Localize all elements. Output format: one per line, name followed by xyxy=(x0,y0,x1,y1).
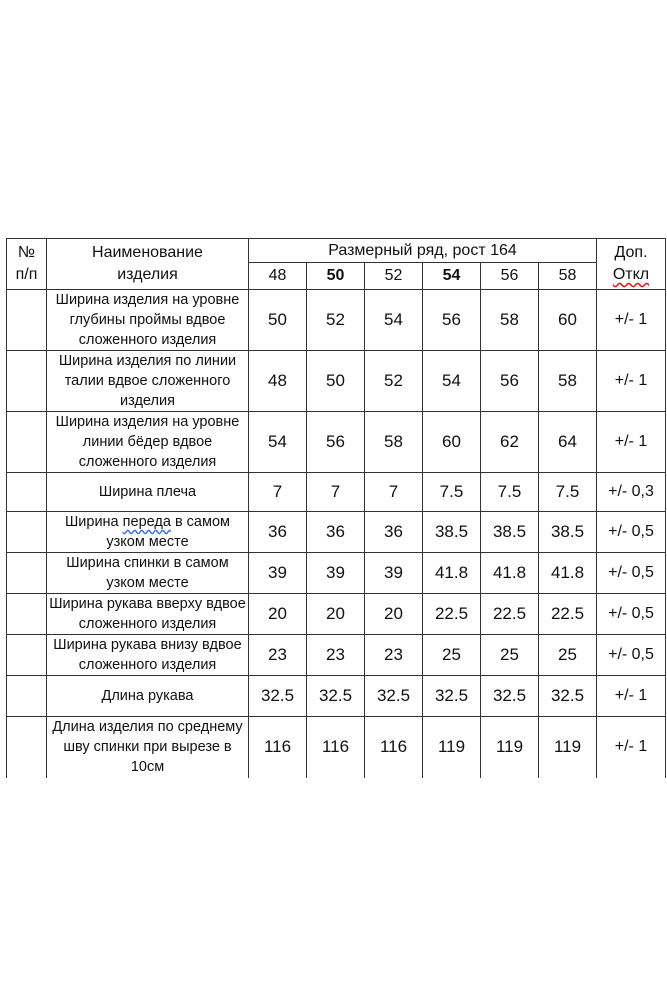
row-number xyxy=(7,290,47,351)
table-row xyxy=(7,351,666,412)
header-size: 48 xyxy=(249,263,307,290)
row-name: Длина изделия по среднему шву спинки при вырезе в 10см xyxy=(47,717,249,778)
table-row xyxy=(7,473,666,512)
row-number xyxy=(7,553,47,594)
row-number xyxy=(7,676,47,717)
row-tolerance: +/- 0,5 xyxy=(597,635,666,676)
header-size: 56 xyxy=(481,263,539,290)
row-number xyxy=(7,412,47,473)
row-value: 32.5 xyxy=(539,676,597,717)
row-value: 20 xyxy=(307,594,365,635)
row-value: 20 xyxy=(249,594,307,635)
row-value: 36 xyxy=(249,512,307,553)
row-value: 41.8 xyxy=(539,553,597,594)
row-value: 52 xyxy=(365,351,423,412)
row-value: 58 xyxy=(365,412,423,473)
row-value: 58 xyxy=(539,351,597,412)
header-size-range: Размерный ряд, рост 164 xyxy=(249,239,597,263)
header-size: 52 xyxy=(365,263,423,290)
header-name xyxy=(47,239,249,290)
row-value: 54 xyxy=(249,412,307,473)
row-value: 38.5 xyxy=(539,512,597,553)
row-value: 7 xyxy=(249,473,307,512)
header-num xyxy=(7,239,47,290)
row-value: 22.5 xyxy=(481,594,539,635)
row-value: 39 xyxy=(307,553,365,594)
row-value: 50 xyxy=(307,351,365,412)
row-value: 22.5 xyxy=(423,594,481,635)
row-name: Ширина спинки в самом узком месте xyxy=(47,553,249,594)
row-tolerance: +/- 1 xyxy=(597,290,666,351)
row-value: 23 xyxy=(307,635,365,676)
row-value: 23 xyxy=(365,635,423,676)
row-name: Ширина рукава внизу вдвое сложенного изделия xyxy=(47,635,249,676)
row-value: 41.8 xyxy=(481,553,539,594)
row-tolerance: +/- 1 xyxy=(597,676,666,717)
row-number xyxy=(7,351,47,412)
size-table xyxy=(6,238,666,778)
table-row xyxy=(7,512,666,553)
header-num-line1: № xyxy=(17,244,36,261)
row-value: 32.5 xyxy=(307,676,365,717)
row-value: 39 xyxy=(365,553,423,594)
row-value: 32.5 xyxy=(365,676,423,717)
row-tolerance: +/- 0,5 xyxy=(597,512,666,553)
row-value: 119 xyxy=(481,717,539,778)
row-value: 38.5 xyxy=(481,512,539,553)
row-value: 116 xyxy=(307,717,365,778)
header-size: 54 xyxy=(423,263,481,290)
row-name-part-underlined: переда xyxy=(122,514,171,530)
row-value: 25 xyxy=(423,635,481,676)
row-tolerance: +/- 1 xyxy=(597,717,666,778)
header-tolerance xyxy=(597,239,666,290)
row-tolerance: +/- 1 xyxy=(597,351,666,412)
row-name: Длина рукава xyxy=(47,676,249,717)
row-value: 7.5 xyxy=(423,473,481,512)
row-value: 32.5 xyxy=(249,676,307,717)
row-value: 119 xyxy=(423,717,481,778)
row-value: 116 xyxy=(249,717,307,778)
table-row xyxy=(7,290,666,351)
row-tolerance: +/- 0,5 xyxy=(597,594,666,635)
row-value: 48 xyxy=(249,351,307,412)
row-name: Ширина рукава вверху вдвое сложенного изделия xyxy=(47,594,249,635)
row-value: 7.5 xyxy=(539,473,597,512)
row-value: 58 xyxy=(481,290,539,351)
row-number xyxy=(7,717,47,778)
header-name-line1: Наименование xyxy=(92,244,203,261)
row-name-part: Ширина xyxy=(65,514,123,530)
row-value: 23 xyxy=(249,635,307,676)
row-value: 25 xyxy=(539,635,597,676)
row-value: 62 xyxy=(481,412,539,473)
row-value: 54 xyxy=(365,290,423,351)
table-row xyxy=(7,594,666,635)
row-value: 54 xyxy=(423,351,481,412)
header-tol-line1: Доп. xyxy=(614,244,648,261)
row-tolerance: +/- 0,3 xyxy=(597,473,666,512)
row-name xyxy=(47,512,249,553)
row-value: 36 xyxy=(365,512,423,553)
row-name: Ширина изделия на уровне линии бёдер вдвое сложенного изделия xyxy=(47,412,249,473)
size-chart xyxy=(6,238,666,778)
row-number xyxy=(7,512,47,553)
row-value: 52 xyxy=(307,290,365,351)
row-value: 32.5 xyxy=(481,676,539,717)
header-size: 50 xyxy=(307,263,365,290)
row-tolerance: +/- 0,5 xyxy=(597,553,666,594)
row-value: 20 xyxy=(365,594,423,635)
header-tol-line2: Откл xyxy=(612,266,650,283)
row-value: 7 xyxy=(307,473,365,512)
row-name: Ширина изделия по линии талии вдвое сложенного изделия xyxy=(47,351,249,412)
row-value: 41.8 xyxy=(423,553,481,594)
header-num-line2: п/п xyxy=(15,266,38,283)
row-number xyxy=(7,594,47,635)
header-size: 58 xyxy=(539,263,597,290)
row-tolerance: +/- 1 xyxy=(597,412,666,473)
row-value: 60 xyxy=(423,412,481,473)
row-value: 56 xyxy=(307,412,365,473)
table-row xyxy=(7,717,666,778)
row-value: 39 xyxy=(249,553,307,594)
row-value: 25 xyxy=(481,635,539,676)
table-row xyxy=(7,676,666,717)
row-name: Ширина плеча xyxy=(47,473,249,512)
row-value: 32.5 xyxy=(423,676,481,717)
row-value: 56 xyxy=(423,290,481,351)
row-value: 38.5 xyxy=(423,512,481,553)
row-number xyxy=(7,635,47,676)
row-value: 64 xyxy=(539,412,597,473)
row-value: 60 xyxy=(539,290,597,351)
row-value: 56 xyxy=(481,351,539,412)
row-value: 7.5 xyxy=(481,473,539,512)
header-name-line2: изделия xyxy=(117,266,178,283)
row-value: 7 xyxy=(365,473,423,512)
table-row xyxy=(7,635,666,676)
row-value: 36 xyxy=(307,512,365,553)
table-row xyxy=(7,412,666,473)
row-value: 50 xyxy=(249,290,307,351)
table-row xyxy=(7,553,666,594)
row-number xyxy=(7,473,47,512)
row-value: 119 xyxy=(539,717,597,778)
row-value: 22.5 xyxy=(539,594,597,635)
row-value: 116 xyxy=(365,717,423,778)
row-name-part: в самом узком месте xyxy=(106,514,230,550)
row-name: Ширина изделия на уровне глубины проймы вдвое сложенного изделия xyxy=(47,290,249,351)
